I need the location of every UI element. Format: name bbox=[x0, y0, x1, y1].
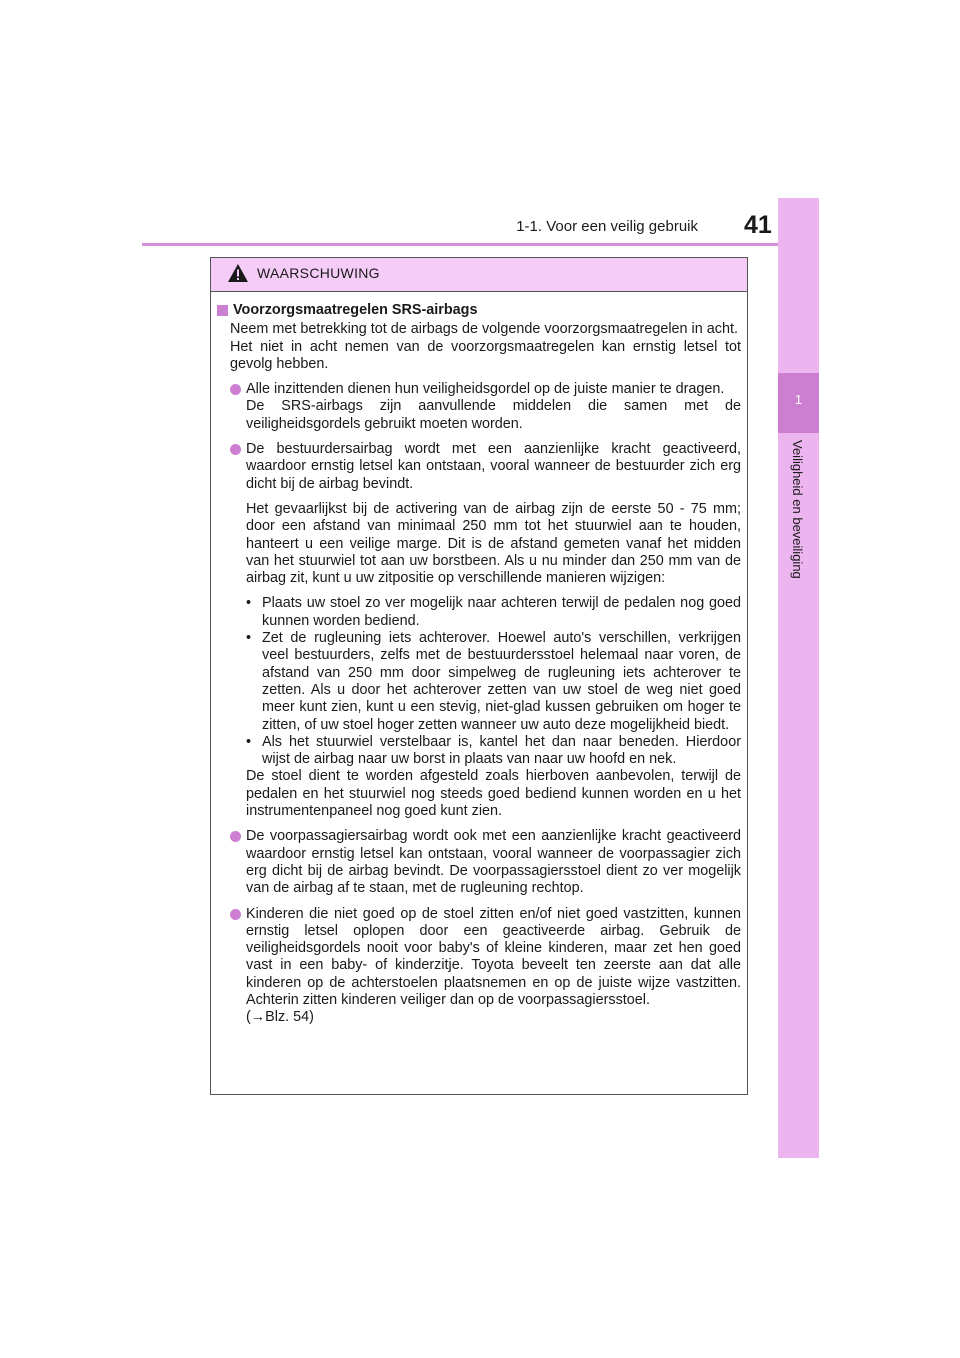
round-bullet-icon bbox=[230, 444, 241, 455]
sub-list-item bbox=[246, 734, 741, 769]
sub-list-text: Zet de rugleuning iets achterover. Hoewel auto's verschillen, verkrijgen veel bestuurders, zelfs met de bestuurdersstoel helemaal naar voren, de afstand van 250 mm door simpelweg de rugleuning iets achterover te zetten. Als u door het achterover zetten van uw stoel de weg niet goed meer kunt zien, kunt u een stevig, niet-glad kussen gebruiken om hoger te zitten, of uw stoel hoger zetten wanneer uw auto deze mogelijkheid biedt. bbox=[262, 630, 741, 733]
chapter-number: 1 bbox=[794, 392, 803, 407]
sub-bullet-mark: • bbox=[246, 630, 252, 647]
sub-list bbox=[217, 595, 741, 820]
round-bullet-icon bbox=[230, 384, 241, 395]
chapter-title: Veiligheid en beveiliging bbox=[790, 440, 805, 579]
page-number: 41 bbox=[744, 211, 772, 239]
bullet-detail-paragraph: Het gevaarlijkst bij de activering van de airbag zijn de eerste 50 - 75 mm; door een afstand van minimaal 250 mm tot het stuurwiel aan te houden, hanteert u een veilige marge. Dit is de afstand gemeten vanaf het midden van het stuurwiel tot aan uw borstbeen. Als u nu minder dan 250 mm van de airbag zit, kunt u uw zitpositie op verschillende manieren wijzigen: bbox=[246, 500, 741, 587]
warning-body bbox=[211, 292, 747, 1027]
list-item bbox=[217, 828, 741, 897]
page-reference-link[interactable]: (→Blz. 54) bbox=[246, 1009, 314, 1026]
closing-paragraph: De stoel dient te worden afgesteld zoals hierboven aanbevolen, terwijl de pedalen en het stuurwiel nog steeds goed bediend kunnen worden en u het instrumentenpaneel nog goed kunt zien. bbox=[246, 768, 741, 820]
bullet-line: De SRS-airbags zijn aanvullende middelen die samen met de veiligheidsgordels gebruikt moeten worden. bbox=[246, 398, 741, 432]
warning-title: WAARSCHUWING bbox=[257, 265, 380, 281]
header-rule bbox=[142, 243, 818, 246]
sub-list-item bbox=[246, 595, 741, 630]
intro-line: Het niet in acht nemen van de voorzorgsmaatregelen kan ernstig letsel tot gevolg hebben. bbox=[230, 338, 741, 372]
sub-list-text: Als het stuurwiel verstelbaar is, kantel het dan naar beneden. Hierdoor wijst de airbag naar uw borst in plaats van naar uw hoofd en nek. bbox=[262, 733, 741, 768]
bullet-line: De bestuurdersairbag wordt met een aanzienlijke kracht geactiveerd, waardoor ernstig letsel kan ontstaan, vooral wanneer de bestuurder zich erg dicht bij de airbag bevindt. bbox=[246, 441, 741, 492]
warning-triangle-icon bbox=[227, 263, 249, 283]
warning-box bbox=[210, 257, 748, 1095]
warning-heading-text: Voorzorgsmaatregelen SRS-airbags bbox=[233, 302, 478, 318]
list-item bbox=[217, 441, 741, 493]
list-item bbox=[217, 381, 741, 433]
warning-heading bbox=[217, 302, 741, 319]
section-title: 1-1. Voor een veilig gebruik bbox=[516, 218, 698, 235]
intro-paragraph bbox=[217, 321, 741, 373]
bullet-line: Kinderen die niet goed op de stoel zitten en/of niet goed vastzitten, kunnen ernstig letsel oplopen door een geactiveerde airbag. Gebruik de veiligheidsgordels nooit voor baby's of kleine kinderen, maar zet hen goed vast in een baby- of kinderzitje. Toyota beveelt ten zeerste aan dat alle kinderen op de achterstoelen plaatsnemen en op de juiste wijze vastzitten. Achterin zitten kinderen veiliger dan op de voorpassagiersstoel. bbox=[246, 905, 741, 1008]
list-item bbox=[217, 906, 741, 1027]
sub-bullet-mark: • bbox=[246, 733, 252, 750]
round-bullet-icon bbox=[230, 831, 241, 842]
sub-list-item bbox=[246, 630, 741, 734]
sub-list-text: Plaats uw stoel zo ver mogelijk naar achteren terwijl de pedalen nog goed kunnen worden bediend. bbox=[262, 595, 741, 629]
warning-header bbox=[211, 258, 747, 292]
intro-line: Neem met betrekking tot de airbags de volgende voorzorgsmaatregelen in acht. bbox=[230, 321, 738, 338]
bullet-line: De voorpassagiersairbag wordt ook met een aanzienlijke kracht geactiveerd waardoor ernstig letsel kan ontstaan, vooral wanneer de voorpassagier zich erg dicht bij de airbag bevindt. De voorpassagiersstoel dient zo ver mogelijk van de airbag af te staan, met de rugleuning rechtop. bbox=[246, 828, 741, 897]
bullet-line: Alle inzittenden dienen hun veiligheidsgordel op de juiste manier te dragen. bbox=[246, 381, 725, 398]
round-bullet-icon bbox=[230, 909, 241, 920]
square-bullet-icon bbox=[217, 305, 228, 316]
sub-bullet-mark: • bbox=[246, 595, 252, 612]
chapter-side-tab bbox=[778, 198, 819, 1158]
